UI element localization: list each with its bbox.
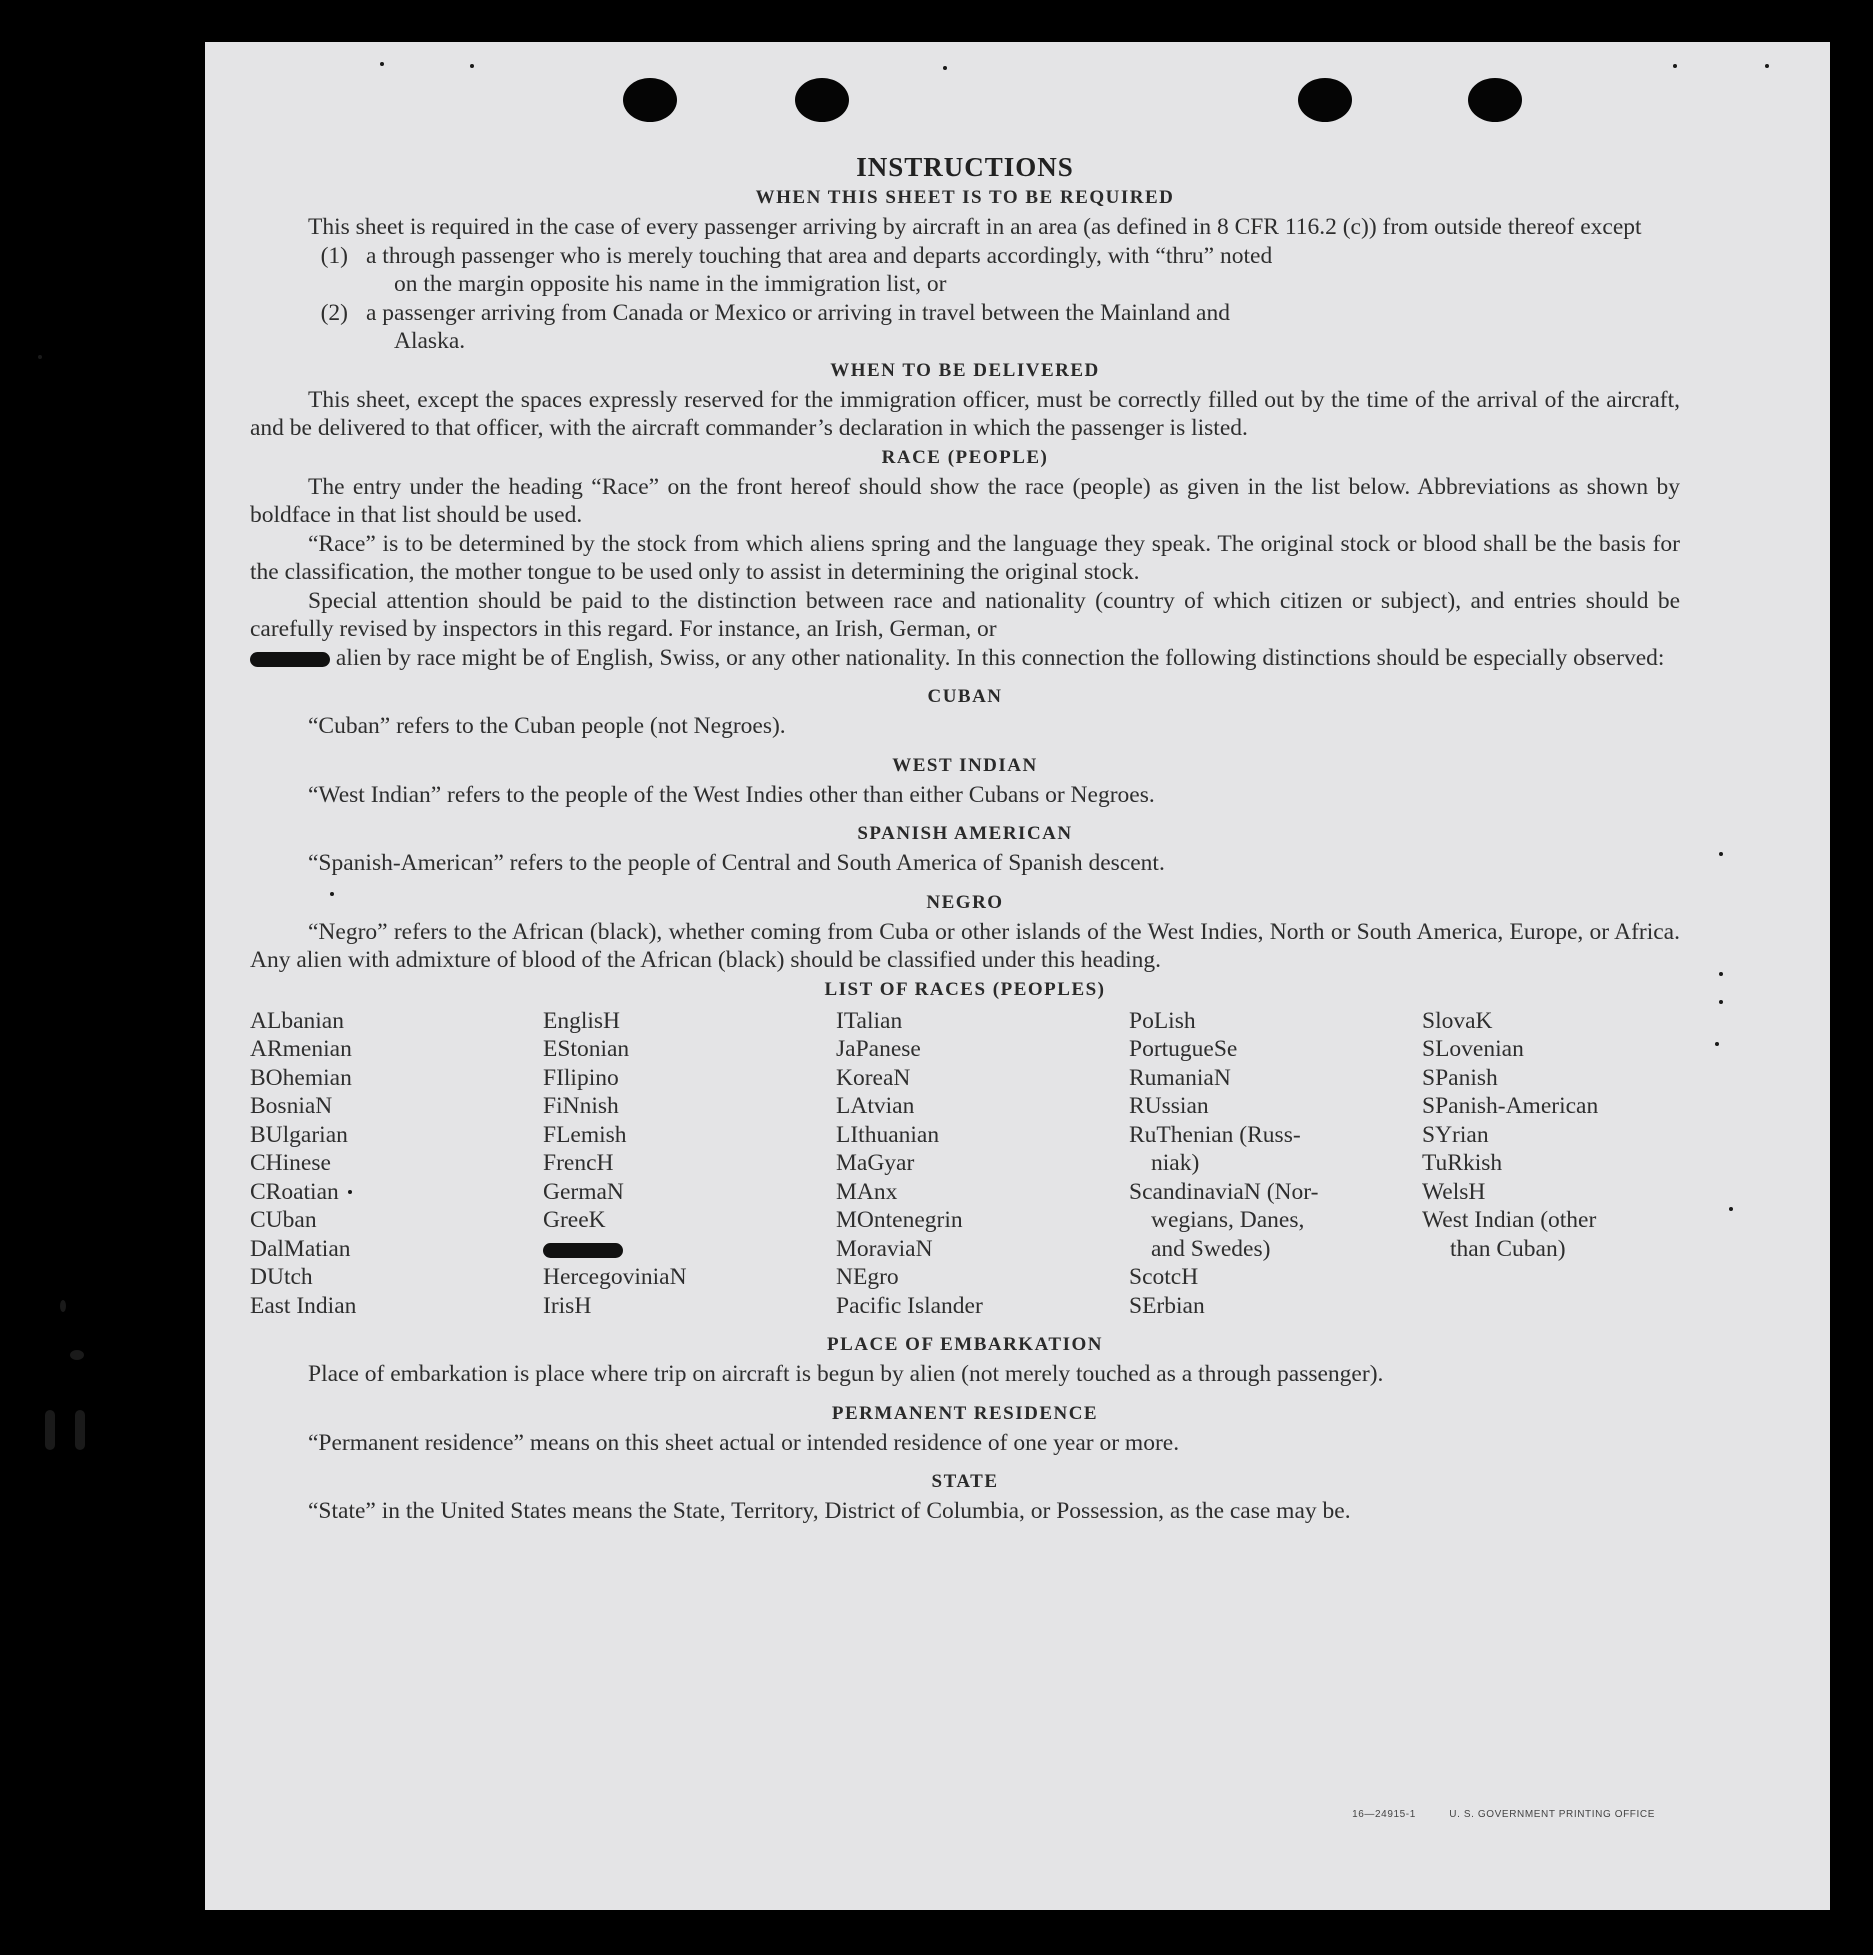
race-entry-continued: niak) (1151, 1150, 1200, 1176)
exception-number: (2) (320, 299, 348, 326)
race-entry: SErbian (1129, 1292, 1205, 1319)
race-entry: ITalian (836, 1007, 903, 1034)
speck (1765, 64, 1769, 68)
instructions-content (250, 152, 1680, 1526)
race-entry: ARmenian (250, 1036, 352, 1062)
race-column-2 (543, 1007, 836, 1321)
race-entry-continued: than Cuban) (1450, 1235, 1566, 1262)
race-entry: EStonian (543, 1036, 630, 1062)
race-entry: GreeK (543, 1207, 606, 1233)
race-paragraph-2: “Race” is to be determined by the stock from which aliens spring and the language they speak. The original stock or blood shall be the basis for the classification, the mother tongue to be used only to assist in determining the original stock. (250, 530, 1680, 585)
race-entry: FiNnish (543, 1093, 619, 1119)
west-indian-text: “West Indian” refers to the people of the West Indies other than either Cubans or Negroes. (308, 781, 1155, 808)
race-entry: PortugueSe (1129, 1036, 1238, 1062)
race-paragraph-3b-text: alien by race might be of English, Swiss, or any other nationality. In this connection the following distinctions should be especially observed: (335, 644, 1665, 671)
speck (1719, 972, 1723, 976)
race-entry: EnglisH (543, 1007, 621, 1034)
punch-hole (1298, 78, 1352, 122)
race-entry: LAtvian (836, 1093, 915, 1119)
race-column-3 (836, 1007, 1129, 1321)
race-entry: SPanish-American (1422, 1093, 1599, 1119)
race-entry: MaGyar (836, 1150, 915, 1176)
race-entry: SLovenian (1422, 1036, 1524, 1062)
embarkation-text: Place of embarkation is place where trip on aircraft is begun by alien (not merely touched as a through passenger). (308, 1361, 1384, 1387)
race-entry: MoraviaN (836, 1235, 933, 1262)
race-entry: FIlipino (543, 1064, 619, 1091)
section-heading-negro: NEGRO (926, 891, 1004, 913)
exception-text-continued: on the margin opposite his name in the immigration list, or (394, 271, 947, 297)
race-entry: NEgro (836, 1264, 899, 1290)
race-entry-continued: wegians, Danes, (1151, 1207, 1305, 1233)
race-entry: ScotcH (1129, 1264, 1199, 1290)
section-heading-cuban: CUBAN (927, 686, 1003, 707)
race-entry: ScandinaviaN (Nor- (1129, 1178, 1319, 1205)
race-entry: BOhemian (250, 1064, 352, 1091)
exception-text-continued: Alaska. (394, 328, 466, 354)
section-heading-list-of-races: LIST OF RACES (PEOPLES) (824, 978, 1106, 1000)
exception-text: a passenger arriving from Canada or Mexico or arriving in travel between the Mainland and (366, 299, 1230, 326)
speck (943, 66, 947, 70)
race-entry-continued: and Swedes) (1151, 1235, 1271, 1262)
race-entry: JaPanese (836, 1036, 921, 1062)
cuban-text: “Cuban” refers to the Cuban people (not Negroes). (308, 713, 786, 739)
race-entry: RUssian (1129, 1093, 1209, 1119)
race-entry: East Indian (250, 1292, 357, 1319)
race-entry: MAnx (836, 1178, 898, 1205)
race-entry: ALbanian (250, 1007, 344, 1034)
race-entry: FLemish (543, 1121, 627, 1148)
section-heading-required: WHEN THIS SHEET IS TO BE REQUIRED (755, 187, 1175, 208)
negro-text: “Negro” refers to the African (black), whether coming from Cuba or other islands of the West Indies, North or South America, Europe, or Africa. Any alien with admixture of blood of the African (black) should be classified under this heading. (250, 918, 1680, 973)
required-intro: This sheet is required in the case of every passenger arriving by aircraft in an area (as defined in 8 CFR 116.2 (c)) from outside thereof except (308, 214, 1642, 240)
race-paragraph-3b (250, 644, 1680, 673)
section-heading-delivered: WHEN TO BE DELIVERED (830, 359, 1100, 381)
race-entry: DalMatian (250, 1235, 351, 1262)
race-paragraph-3a: Special attention should be paid to the distinction between race and nationality (country of which citizen or subject), and entries should be carefully revised by inspectors in this regard. For instance, an Irish, German, or (250, 587, 1680, 642)
race-entry: Pacific Islander (836, 1292, 983, 1319)
speck (380, 62, 384, 66)
spanish-american-text: “Spanish-American” refers to the people of Central and South America of Spanish descent. (308, 850, 1165, 876)
speck (70, 1350, 84, 1360)
race-entry: DUtch (250, 1264, 313, 1290)
punch-hole (623, 78, 677, 122)
speck (60, 1300, 66, 1312)
state-text: “State” in the United States means the State, Territory, District of Columbia, or Possession, as the case may be. (308, 1498, 1351, 1524)
race-column-5 (1422, 1007, 1680, 1321)
race-entry-redacted (543, 1235, 836, 1264)
race-entry: West Indian (other (1422, 1207, 1597, 1233)
race-entry: SYrian (1422, 1121, 1489, 1148)
delivered-text: This sheet, except the spaces expressly reserved for the immigration officer, must be correctly filled out by the time of the arrival of the aircraft, and be delivered to that officer, with the aircraft commander’s declaration in which the passenger is listed. (250, 386, 1680, 441)
race-list (250, 1007, 1680, 1321)
section-heading-spanish-american: SPANISH AMERICAN (857, 823, 1073, 844)
race-entry: HercegoviniaN (543, 1264, 687, 1290)
section-heading-race: RACE (PEOPLE) (881, 446, 1049, 468)
race-entry: CUban (250, 1207, 317, 1233)
punch-hole (795, 78, 849, 122)
speck (1715, 1042, 1719, 1046)
race-paragraph-1: The entry under the heading “Race” on the front hereof should show the race (people) as given in the list below. Abbreviations as shown by boldface in that list should be used. (250, 473, 1680, 528)
redaction-mark (250, 652, 330, 667)
race-entry: KoreaN (836, 1064, 911, 1091)
race-entry: WelsH (1422, 1178, 1486, 1205)
race-entry: RumaniaN (1129, 1064, 1231, 1091)
race-column-1 (250, 1007, 543, 1321)
section-heading-embarkation: PLACE OF EMBARKATION (827, 1334, 1103, 1355)
race-entry: SlovaK (1422, 1007, 1493, 1034)
residence-text: “Permanent residence” means on this sheet actual or intended residence of one year or more. (308, 1429, 1180, 1456)
section-heading-west-indian: WEST INDIAN (892, 754, 1038, 776)
exception-item-2 (250, 299, 1680, 356)
exception-number: (1) (320, 242, 348, 269)
punch-hole (1468, 78, 1522, 122)
race-entry: CHinese (250, 1150, 331, 1176)
speck (1719, 1000, 1723, 1004)
section-heading-residence: PERMANENT RESIDENCE (831, 1402, 1099, 1424)
speck (1729, 1207, 1733, 1211)
race-entry: PoLish (1129, 1007, 1196, 1034)
race-entry: SPanish (1422, 1064, 1498, 1091)
speck (470, 64, 474, 68)
race-column-4 (1129, 1007, 1422, 1321)
document-sheet (205, 42, 1830, 1910)
exception-text: a through passenger who is merely touching that area and departs accordingly, with “thru” noted (366, 242, 1273, 269)
speck (45, 1410, 55, 1450)
printer-imprint (1322, 1809, 1655, 1820)
speck (75, 1410, 85, 1450)
race-entry: IrisH (543, 1292, 592, 1319)
printer-name: U. S. GOVERNMENT PRINTING OFFICE (1449, 1809, 1655, 1820)
page-title: INSTRUCTIONS (856, 152, 1074, 182)
race-entry: BosniaN (250, 1093, 333, 1119)
race-entry: CRoatian (250, 1178, 339, 1205)
race-entry: BUlgarian (250, 1121, 348, 1148)
race-entry: LIthuanian (836, 1121, 940, 1148)
race-entry: MOntenegrin (836, 1207, 963, 1233)
race-entry: GermaN (543, 1178, 624, 1205)
section-heading-state: STATE (931, 1471, 999, 1492)
form-number: 16—24915-1 (1352, 1809, 1416, 1820)
redaction-mark (543, 1243, 623, 1258)
race-entry: TuRkish (1422, 1150, 1503, 1176)
race-entry: RuThenian (Russ- (1129, 1121, 1301, 1148)
speck (1719, 852, 1723, 856)
speck (38, 355, 42, 359)
race-entry: FrencH (543, 1150, 614, 1176)
exception-item-1 (250, 242, 1680, 299)
speck (1673, 64, 1677, 68)
